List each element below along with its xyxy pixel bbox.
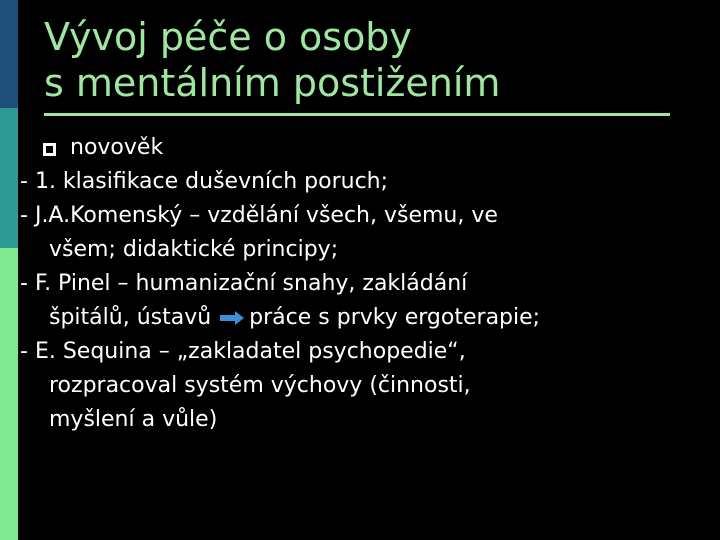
title-line-2: s mentálním postižením (44, 61, 501, 105)
list-item-3 (20, 267, 684, 335)
side-bar-mid-segment (0, 108, 18, 248)
item-text-part-a: špitálů, ústavů (49, 305, 212, 330)
item-text-continued: všem; didaktické principy; (49, 237, 339, 262)
title-line-1: Vývoj péče o osoby (44, 15, 412, 59)
item-text-part-b: práce s prvky ergoterapie; (249, 305, 541, 330)
side-accent-bar (0, 0, 18, 540)
item-text: 1. klasifikace duševních poruch; (34, 169, 389, 194)
item-text-continued: rozpracoval systém výchovy (činnosti, (49, 373, 471, 398)
item-text: E. Sequina – „zakladatel psychopedie“, (34, 339, 466, 364)
item-text: J.A.Komenský – vzdělání všech, všemu, ve (34, 203, 498, 228)
bullet-novovek (44, 131, 684, 165)
item-text-continued (20, 301, 684, 335)
item-text: F. Pinel – humanizační snahy, zakládání (34, 271, 468, 296)
item-dash: - (20, 339, 28, 364)
item-dash: - (20, 169, 28, 194)
title-underline (44, 113, 670, 116)
item-text-continued: myšlení a vůle) (49, 407, 218, 432)
bullet-label: novověk (70, 135, 164, 160)
list-item-4 (20, 335, 684, 437)
hollow-square-bullet-icon (43, 143, 56, 156)
slide-body (20, 131, 684, 437)
item-dash: - (20, 271, 28, 296)
side-bar-light-segment (0, 248, 18, 540)
list-item-2 (20, 199, 684, 267)
list-item-1 (20, 165, 684, 199)
item-dash: - (20, 203, 28, 228)
slide-title (44, 14, 684, 106)
right-arrow-icon (219, 311, 245, 325)
side-bar-dark-segment (0, 0, 18, 108)
